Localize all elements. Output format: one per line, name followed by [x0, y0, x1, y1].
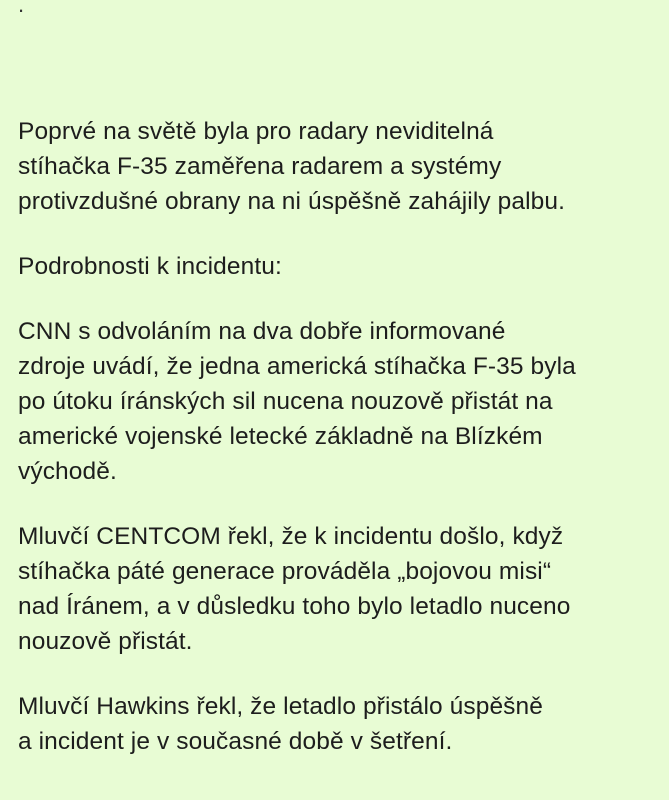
paragraph-cnn-report: CNN s odvoláním na dva dobře informované zdroje uvádí, že jedna americká stíhačka F-35 byla po útoku íránských sil nucena nouzově přistát na americké vojenské letecké základně na Blízkém východě. — [18, 318, 576, 485]
message-body — [18, 114, 658, 759]
paragraph-intro: Poprvé na světě byla pro radary neviditelná stíhačka F-35 zaměřena radarem a systémy protivzdušné obrany na ni úspěšně zahájily palbu. — [18, 118, 565, 215]
paragraph-centcom-statement: Mluvčí CENTCOM řekl, že k incidentu došlo, když stíhačka páté generace prováděla „bojovou misi“ nad Íránem, a v důsledku toho bylo letadlo nuceno nouzově přistát. — [18, 523, 571, 655]
paragraph-hawkins-statement: Mluvčí Hawkins řekl, že letadlo přistálo úspěšně a incident je v současné době v šetření. — [18, 693, 543, 755]
stray-mark: . — [18, 0, 25, 17]
paragraph-details-heading: Podrobnosti k incidentu: — [18, 253, 282, 280]
